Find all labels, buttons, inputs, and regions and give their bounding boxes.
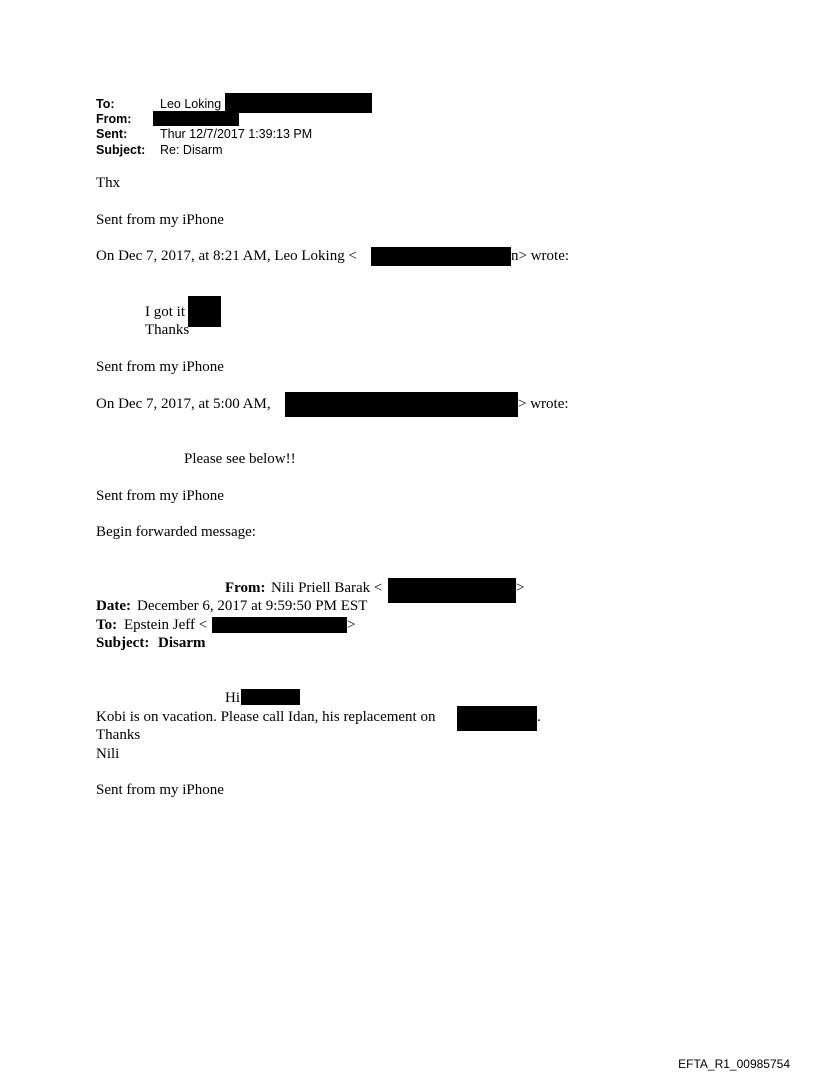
- fwd-date-label: Date:: [96, 598, 131, 614]
- fwd-from-tail: >: [516, 580, 525, 596]
- quoted-line: Thanks: [145, 322, 190, 338]
- message-line: Nili: [96, 746, 120, 762]
- quote-header: On Dec 7, 2017, at 5:00 AM,: [96, 396, 271, 412]
- redaction-block: [188, 296, 221, 327]
- redaction-block: [388, 578, 516, 603]
- subject-label: Subject:: [96, 143, 146, 157]
- quoted-line: I got it: [145, 304, 185, 320]
- redaction-block: [371, 247, 511, 266]
- message-line: Thanks: [96, 727, 141, 743]
- signature: Sent from my iPhone: [96, 782, 224, 798]
- fwd-from-value: Nili Priell Barak <: [271, 580, 383, 596]
- message-line-tail: .: [537, 709, 541, 725]
- reply-text: Thx: [96, 175, 121, 191]
- sent-label: Sent:: [96, 127, 128, 141]
- fwd-to-tail: >: [347, 617, 356, 633]
- fwd-to-label: To:: [96, 617, 118, 633]
- redaction-block: [212, 617, 347, 633]
- quote-header-tail: n> wrote:: [511, 248, 570, 264]
- redaction-block: [285, 392, 518, 417]
- quote-header: On Dec 7, 2017, at 8:21 AM, Leo Loking <: [96, 248, 357, 264]
- fwd-subject-value: Disarm: [158, 635, 206, 651]
- fwd-subject-label: Subject:: [96, 635, 150, 651]
- begin-forwarded: Begin forwarded message:: [96, 524, 256, 540]
- signature: Sent from my iPhone: [96, 212, 224, 228]
- sent-value: Thur 12/7/2017 1:39:13 PM: [160, 127, 313, 141]
- signature: Sent from my iPhone: [96, 488, 224, 504]
- document-id: EFTA_R1_00985754: [678, 1057, 790, 1071]
- greeting: Hi: [225, 690, 240, 706]
- to-label: To:: [96, 97, 115, 111]
- to-value: Leo Loking: [160, 97, 222, 111]
- quote-header-tail: > wrote:: [518, 396, 569, 412]
- fwd-from-label: From:: [225, 580, 266, 596]
- redaction-block: [225, 93, 372, 113]
- fwd-date-value: December 6, 2017 at 9:59:50 PM EST: [137, 598, 368, 614]
- redaction-block: [457, 706, 537, 731]
- subject-value: Re: Disarm: [160, 143, 223, 157]
- redaction-block: [153, 111, 239, 126]
- redaction-block: [241, 689, 300, 705]
- signature: Sent from my iPhone: [96, 359, 224, 375]
- forward-note: Please see below!!: [184, 451, 296, 467]
- from-label: From:: [96, 112, 132, 126]
- fwd-to-value: Epstein Jeff <: [124, 617, 208, 633]
- message-line: Kobi is on vacation. Please call Idan, his replacement on: [96, 709, 436, 725]
